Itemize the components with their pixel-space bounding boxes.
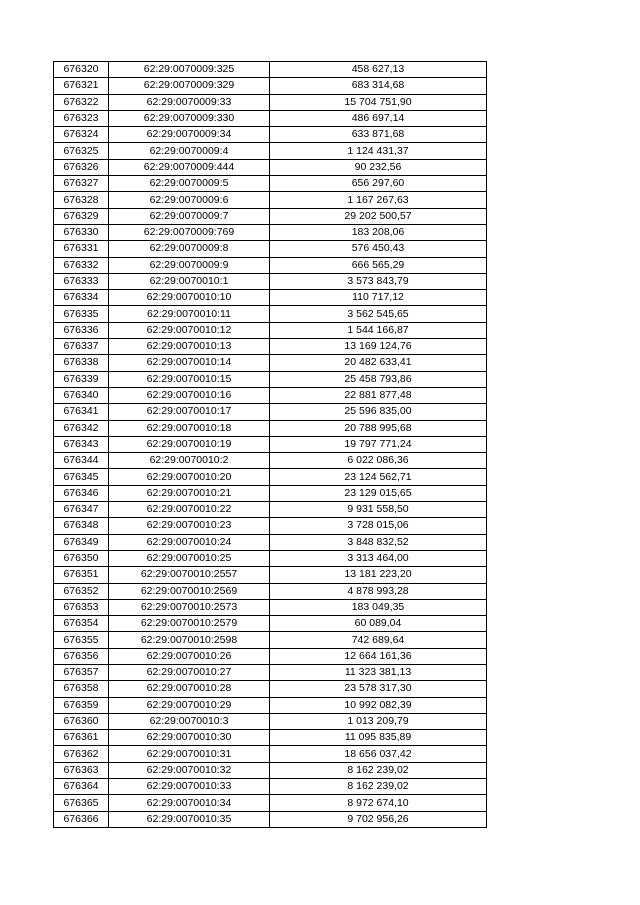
row-number-cell: 676320 — [54, 62, 109, 78]
cadastral-number-cell: 62:29:0070010:12 — [109, 322, 270, 338]
cadastral-number-cell: 62:29:0070009:5 — [109, 176, 270, 192]
table-row — [54, 795, 487, 811]
row-number-cell: 676327 — [54, 176, 109, 192]
cadastral-number-cell: 62:29:0070010:19 — [109, 436, 270, 452]
cadastral-number-cell: 62:29:0070010:2598 — [109, 632, 270, 648]
cadastral-value-cell: 3 573 843,79 — [270, 273, 487, 289]
row-number-cell: 676337 — [54, 339, 109, 355]
cadastral-value-cell: 458 627,13 — [270, 62, 487, 78]
cadastral-number-cell: 62:29:0070009:769 — [109, 224, 270, 240]
cadastral-value-cell: 29 202 500,57 — [270, 208, 487, 224]
row-number-cell: 676351 — [54, 567, 109, 583]
row-number-cell: 676325 — [54, 143, 109, 159]
cadastral-value-cell: 13 181 223,20 — [270, 567, 487, 583]
cadastral-value-cell: 19 797 771,24 — [270, 436, 487, 452]
cadastral-value-cell: 25 596 835,00 — [270, 404, 487, 420]
cadastral-value-cell: 486 697,14 — [270, 110, 487, 126]
cadastral-value-cell: 4 878 993,28 — [270, 583, 487, 599]
row-number-cell: 676352 — [54, 583, 109, 599]
row-number-cell: 676355 — [54, 632, 109, 648]
table-row — [54, 420, 487, 436]
cadastral-value-cell: 20 482 633,41 — [270, 355, 487, 371]
cadastral-number-cell: 62:29:0070010:22 — [109, 502, 270, 518]
row-number-cell: 676350 — [54, 550, 109, 566]
cadastral-value-cell: 18 656 037,42 — [270, 746, 487, 762]
cadastral-number-cell: 62:29:0070010:16 — [109, 387, 270, 403]
row-number-cell: 676324 — [54, 127, 109, 143]
table-row — [54, 257, 487, 273]
row-number-cell: 676328 — [54, 192, 109, 208]
table-row — [54, 567, 487, 583]
cadastral-value-cell: 1 544 166,87 — [270, 322, 487, 338]
table-row — [54, 485, 487, 501]
table-row — [54, 436, 487, 452]
row-number-cell: 676329 — [54, 208, 109, 224]
row-number-cell: 676344 — [54, 453, 109, 469]
cadastral-value-cell: 10 992 082,39 — [270, 697, 487, 713]
cadastral-value-cell: 1 124 431,37 — [270, 143, 487, 159]
row-number-cell: 676357 — [54, 664, 109, 680]
table-row — [54, 779, 487, 795]
cadastral-number-cell: 62:29:0070010:35 — [109, 811, 270, 827]
cadastral-number-cell: 62:29:0070010:23 — [109, 518, 270, 534]
table-row — [54, 550, 487, 566]
cadastral-value-cell: 13 169 124,76 — [270, 339, 487, 355]
cadastral-value-cell: 3 728 015,06 — [270, 518, 487, 534]
row-number-cell: 676342 — [54, 420, 109, 436]
row-number-cell: 676339 — [54, 371, 109, 387]
table-row — [54, 290, 487, 306]
cadastral-value-cell: 666 565,29 — [270, 257, 487, 273]
row-number-cell: 676323 — [54, 110, 109, 126]
cadastral-value-cell: 183 208,06 — [270, 224, 487, 240]
cadastral-number-cell: 62:29:0070010:15 — [109, 371, 270, 387]
table-row — [54, 518, 487, 534]
row-number-cell: 676330 — [54, 224, 109, 240]
cadastral-value-cell: 3 562 545,65 — [270, 306, 487, 322]
table-row — [54, 713, 487, 729]
row-number-cell: 676343 — [54, 436, 109, 452]
cadastral-value-table — [53, 61, 487, 828]
row-number-cell: 676334 — [54, 290, 109, 306]
cadastral-number-cell: 62:29:0070009:325 — [109, 62, 270, 78]
row-number-cell: 676345 — [54, 469, 109, 485]
table-row — [54, 127, 487, 143]
row-number-cell: 676340 — [54, 387, 109, 403]
row-number-cell: 676341 — [54, 404, 109, 420]
table-row — [54, 176, 487, 192]
cadastral-value-cell: 15 704 751,90 — [270, 94, 487, 110]
cadastral-number-cell: 62:29:0070010:27 — [109, 664, 270, 680]
table-row — [54, 648, 487, 664]
table-body — [54, 62, 487, 828]
row-number-cell: 676354 — [54, 616, 109, 632]
cadastral-value-cell: 9 931 558,50 — [270, 502, 487, 518]
cadastral-number-cell: 62:29:0070010:29 — [109, 697, 270, 713]
cadastral-value-cell: 23 124 562,71 — [270, 469, 487, 485]
table-row — [54, 681, 487, 697]
table-row — [54, 762, 487, 778]
cadastral-number-cell: 62:29:0070010:1 — [109, 273, 270, 289]
row-number-cell: 676346 — [54, 485, 109, 501]
table-row — [54, 62, 487, 78]
cadastral-value-cell: 60 089,04 — [270, 616, 487, 632]
cadastral-value-cell: 12 664 161,36 — [270, 648, 487, 664]
cadastral-number-cell: 62:29:0070010:21 — [109, 485, 270, 501]
row-number-cell: 676326 — [54, 159, 109, 175]
row-number-cell: 676335 — [54, 306, 109, 322]
cadastral-number-cell: 62:29:0070009:329 — [109, 78, 270, 94]
row-number-cell: 676366 — [54, 811, 109, 827]
cadastral-value-cell: 656 297,60 — [270, 176, 487, 192]
row-number-cell: 676338 — [54, 355, 109, 371]
table-row — [54, 110, 487, 126]
table-row — [54, 78, 487, 94]
row-number-cell: 676347 — [54, 502, 109, 518]
row-number-cell: 676321 — [54, 78, 109, 94]
cadastral-value-cell: 8 162 239,02 — [270, 779, 487, 795]
table-row — [54, 143, 487, 159]
cadastral-number-cell: 62:29:0070010:30 — [109, 730, 270, 746]
table-row — [54, 730, 487, 746]
table-row — [54, 811, 487, 827]
cadastral-value-cell: 3 313 464,00 — [270, 550, 487, 566]
cadastral-number-cell: 62:29:0070010:32 — [109, 762, 270, 778]
table-row — [54, 208, 487, 224]
cadastral-value-cell: 25 458 793,86 — [270, 371, 487, 387]
table-row — [54, 159, 487, 175]
table-row — [54, 697, 487, 713]
cadastral-number-cell: 62:29:0070010:2 — [109, 453, 270, 469]
row-number-cell: 676361 — [54, 730, 109, 746]
row-number-cell: 676331 — [54, 241, 109, 257]
cadastral-value-cell: 11 323 381,13 — [270, 664, 487, 680]
table-row — [54, 273, 487, 289]
cadastral-value-cell: 22 881 877,48 — [270, 387, 487, 403]
row-number-cell: 676365 — [54, 795, 109, 811]
row-number-cell: 676362 — [54, 746, 109, 762]
row-number-cell: 676349 — [54, 534, 109, 550]
cadastral-number-cell: 62:29:0070010:2573 — [109, 599, 270, 615]
table-row — [54, 599, 487, 615]
table-row — [54, 94, 487, 110]
cadastral-value-cell: 576 450,43 — [270, 241, 487, 257]
table-row — [54, 746, 487, 762]
cadastral-value-cell: 683 314,68 — [270, 78, 487, 94]
row-number-cell: 676353 — [54, 599, 109, 615]
row-number-cell: 676333 — [54, 273, 109, 289]
table-row — [54, 192, 487, 208]
table-row — [54, 224, 487, 240]
table-row — [54, 632, 487, 648]
cadastral-number-cell: 62:29:0070009:34 — [109, 127, 270, 143]
cadastral-value-cell: 110 717,12 — [270, 290, 487, 306]
row-number-cell: 676336 — [54, 322, 109, 338]
table-row — [54, 534, 487, 550]
cadastral-number-cell: 62:29:0070010:10 — [109, 290, 270, 306]
cadastral-number-cell: 62:29:0070010:20 — [109, 469, 270, 485]
cadastral-number-cell: 62:29:0070010:28 — [109, 681, 270, 697]
row-number-cell: 676348 — [54, 518, 109, 534]
cadastral-number-cell: 62:29:0070010:31 — [109, 746, 270, 762]
row-number-cell: 676358 — [54, 681, 109, 697]
table-row — [54, 306, 487, 322]
cadastral-value-cell: 3 848 832,52 — [270, 534, 487, 550]
cadastral-value-cell: 6 022 086,36 — [270, 453, 487, 469]
table-row — [54, 664, 487, 680]
cadastral-number-cell: 62:29:0070009:6 — [109, 192, 270, 208]
table-row — [54, 502, 487, 518]
cadastral-value-cell: 90 232,56 — [270, 159, 487, 175]
table-row — [54, 371, 487, 387]
row-number-cell: 676356 — [54, 648, 109, 664]
cadastral-value-cell: 1 013 209,79 — [270, 713, 487, 729]
table-row — [54, 469, 487, 485]
table-row — [54, 322, 487, 338]
cadastral-number-cell: 62:29:0070010:24 — [109, 534, 270, 550]
cadastral-value-cell: 633 871,68 — [270, 127, 487, 143]
cadastral-number-cell: 62:29:0070010:2557 — [109, 567, 270, 583]
cadastral-number-cell: 62:29:0070010:2569 — [109, 583, 270, 599]
row-number-cell: 676364 — [54, 779, 109, 795]
cadastral-number-cell: 62:29:0070010:17 — [109, 404, 270, 420]
cadastral-number-cell: 62:29:0070010:2579 — [109, 616, 270, 632]
table-row — [54, 583, 487, 599]
cadastral-number-cell: 62:29:0070010:14 — [109, 355, 270, 371]
cadastral-number-cell: 62:29:0070010:3 — [109, 713, 270, 729]
table-row — [54, 339, 487, 355]
cadastral-number-cell: 62:29:0070010:11 — [109, 306, 270, 322]
cadastral-value-cell: 8 972 674,10 — [270, 795, 487, 811]
cadastral-number-cell: 62:29:0070010:26 — [109, 648, 270, 664]
cadastral-number-cell: 62:29:0070010:25 — [109, 550, 270, 566]
table-row — [54, 241, 487, 257]
cadastral-value-cell: 183 049,35 — [270, 599, 487, 615]
cadastral-number-cell: 62:29:0070010:34 — [109, 795, 270, 811]
cadastral-number-cell: 62:29:0070009:444 — [109, 159, 270, 175]
cadastral-value-cell: 23 578 317,30 — [270, 681, 487, 697]
cadastral-value-cell: 11 095 835,89 — [270, 730, 487, 746]
table-row — [54, 616, 487, 632]
table-row — [54, 453, 487, 469]
table-row — [54, 404, 487, 420]
row-number-cell: 676332 — [54, 257, 109, 273]
cadastral-number-cell: 62:29:0070009:33 — [109, 94, 270, 110]
table-row — [54, 387, 487, 403]
cadastral-number-cell: 62:29:0070010:13 — [109, 339, 270, 355]
cadastral-number-cell: 62:29:0070009:9 — [109, 257, 270, 273]
cadastral-value-cell: 8 162 239,02 — [270, 762, 487, 778]
cadastral-value-cell: 1 167 267,63 — [270, 192, 487, 208]
row-number-cell: 676363 — [54, 762, 109, 778]
cadastral-value-cell: 23 129 015,65 — [270, 485, 487, 501]
cadastral-number-cell: 62:29:0070009:330 — [109, 110, 270, 126]
cadastral-number-cell: 62:29:0070009:8 — [109, 241, 270, 257]
cadastral-number-cell: 62:29:0070010:18 — [109, 420, 270, 436]
row-number-cell: 676322 — [54, 94, 109, 110]
cadastral-value-cell: 742 689,64 — [270, 632, 487, 648]
row-number-cell: 676359 — [54, 697, 109, 713]
cadastral-number-cell: 62:29:0070009:4 — [109, 143, 270, 159]
cadastral-number-cell: 62:29:0070009:7 — [109, 208, 270, 224]
table-row — [54, 355, 487, 371]
cadastral-number-cell: 62:29:0070010:33 — [109, 779, 270, 795]
cadastral-value-cell: 9 702 956,26 — [270, 811, 487, 827]
cadastral-value-cell: 20 788 995,68 — [270, 420, 487, 436]
row-number-cell: 676360 — [54, 713, 109, 729]
